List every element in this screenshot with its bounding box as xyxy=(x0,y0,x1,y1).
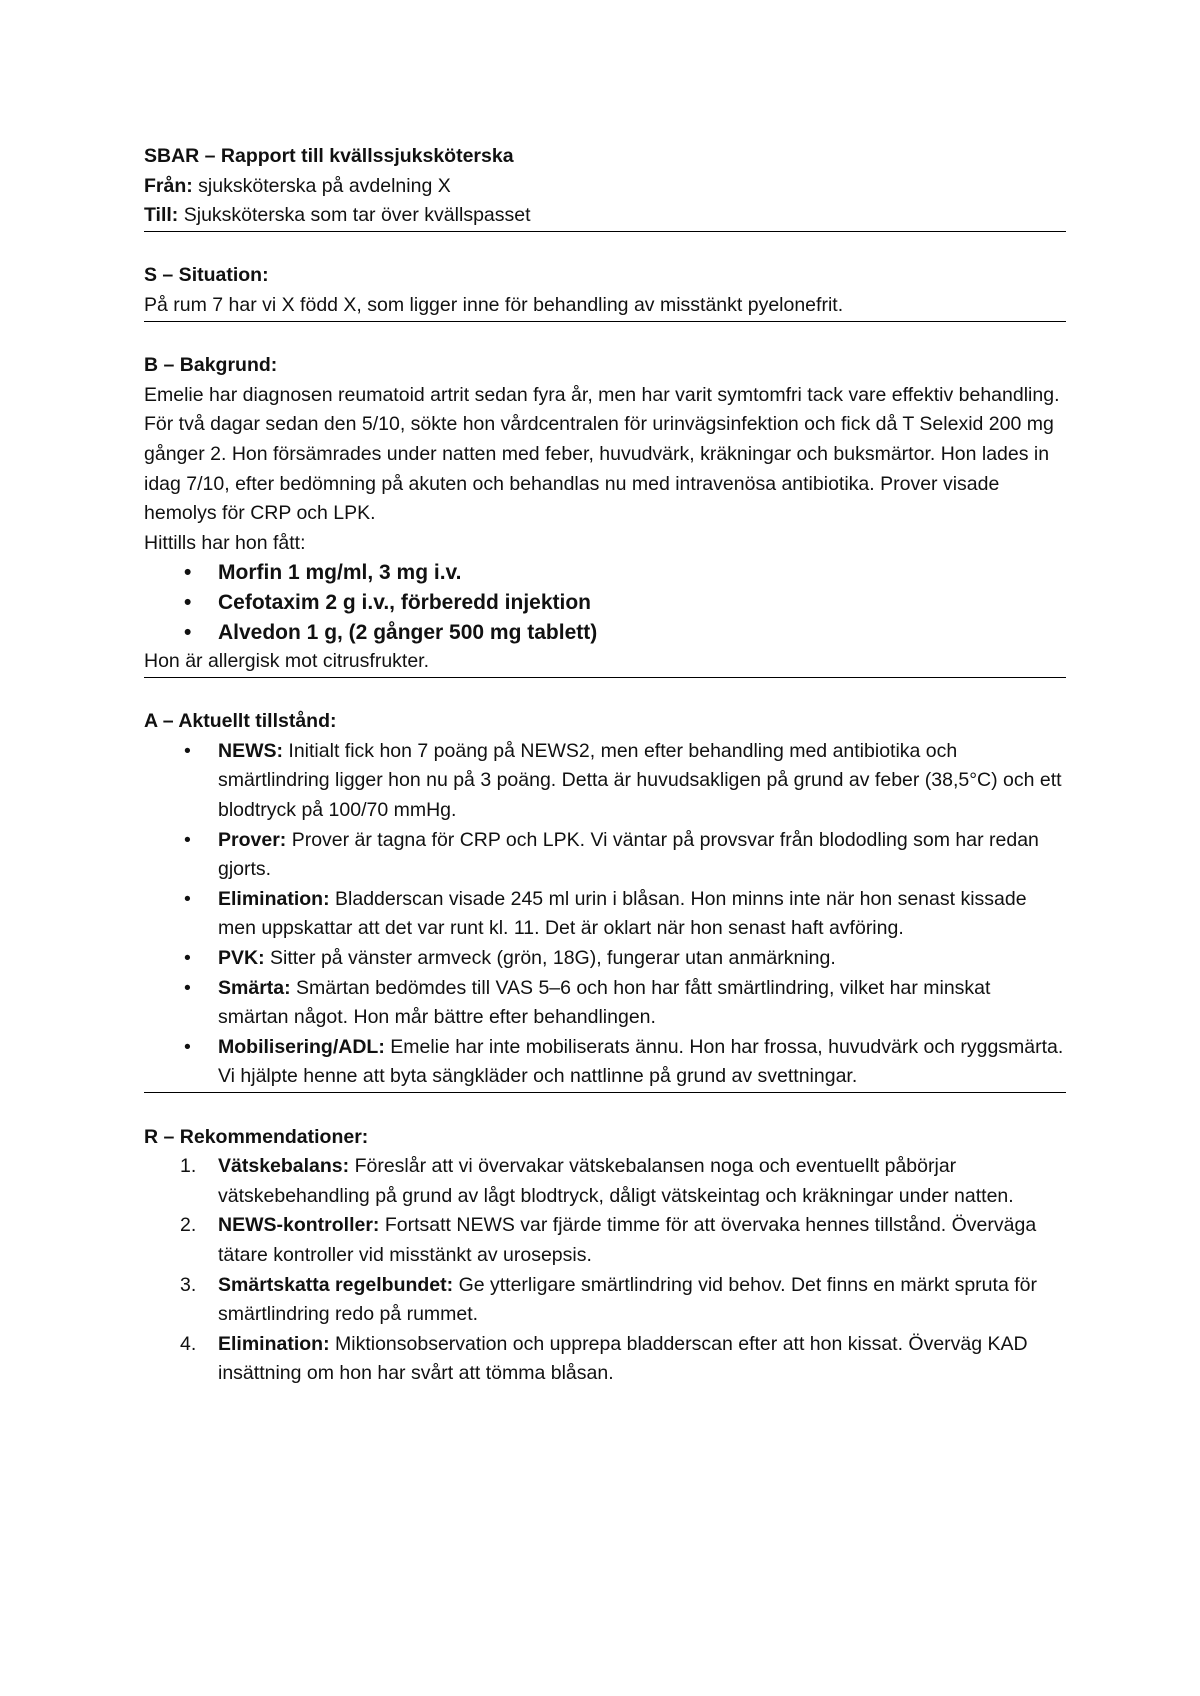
item-label: NEWS: xyxy=(218,739,283,762)
situation-text: På rum 7 har vi X född X, som ligger inne för behandling av misstänkt pyelonefrit. xyxy=(144,293,844,316)
medication-list xyxy=(144,558,1066,647)
assessment-item-elimination xyxy=(144,885,1066,944)
item-number: 2. xyxy=(180,1214,197,1237)
recommendation-section xyxy=(144,1123,1066,1389)
medication-item: • Alvedon 1 g, (2 gånger 500 mg tablett) xyxy=(144,618,1066,648)
recommendation-heading: R – Rekommendationer: xyxy=(144,1125,369,1148)
item-text: Prover är tagna för CRP och LPK. Vi väntar på provsvar från blododling som har redan gjorts. xyxy=(218,828,1039,881)
item-label: Smärta: xyxy=(218,976,291,999)
item-text: Bladderscan visade 245 ml urin i blåsan. Hon minns inte när hon senast kissade men uppskattar att det var runt kl. 11. Det är oklart när hon senast haft avföring. xyxy=(218,887,1027,940)
recommendation-item xyxy=(144,1330,1066,1389)
assessment-item-mobilisering xyxy=(144,1033,1066,1092)
from-line xyxy=(144,172,1066,202)
situation-section xyxy=(144,261,1066,321)
item-text: Föreslår att vi övervakar vätskebalansen noga och eventuellt påbörjar vätskebehandling på grund av lågt blodtryck, dåligt vätskeintag och kräkningar under natten. xyxy=(218,1155,1014,1207)
item-text: Miktionsobservation och upprepa bladderscan efter att hon kissat. Överväg KAD insättning om hon har svårt att tömma blåsan. xyxy=(218,1332,1028,1385)
spacer xyxy=(144,232,1066,262)
assessment-heading: A – Aktuellt tillstånd: xyxy=(144,710,337,733)
medication-item: • Morfin 1 mg/ml, 3 mg i.v. xyxy=(144,558,1066,588)
background-text: Emelie har diagnosen reumatoid artrit sedan fyra år, men har varit symtomfri tack vare effektiv behandling. För två dagar sedan den 5/10, sökte hon vårdcentralen för urinvägsinfektion och fick då T Selexid 200 mg gånger 2. Hon försämrades under natten med feber, huvudvärk, kräkningar och buksmärtor. Hon lades in idag 7/10, efter bedömning på akuten och behandlas nu med intravenösa antibiotika. Prover visade hemolys för CRP och LPK. xyxy=(144,383,1060,525)
item-text: Initialt fick hon 7 poäng på NEWS2, men efter behandling med antibiotika och smärtlindring ligger hon nu på 3 poäng. Detta är huvudsakligen på grund av feber (38,5°C) och ett blodtryck på 100/70 mmHg. xyxy=(218,739,1062,822)
recommendation-item xyxy=(144,1152,1066,1211)
item-text: Ge ytterligare smärtlindring vid behov. Det finns en märkt spruta för smärtlindring redo på rummet. xyxy=(218,1273,1037,1326)
item-label: NEWS-kontroller: xyxy=(218,1214,380,1237)
item-text: Sitter på vänster armveck (grön, 18G), fungerar utan anmärkning. xyxy=(264,947,836,970)
recommendation-list xyxy=(144,1152,1066,1389)
to-value: Sjuksköterska som tar över kvällspasset xyxy=(178,204,531,227)
background-section xyxy=(144,351,1066,678)
assessment-section xyxy=(144,707,1066,1093)
assessment-item-pvk xyxy=(144,944,1066,974)
item-label: Smärtskatta regelbundet: xyxy=(218,1273,454,1296)
item-label: PVK: xyxy=(218,947,265,970)
situation-heading: S – Situation: xyxy=(144,264,269,287)
spacer xyxy=(144,322,1066,352)
item-text: Fortsatt NEWS var fjärde timme för att övervaka hennes tillstånd. Överväga tätare kontroller vid misstänkt av urosepsis. xyxy=(218,1214,1037,1266)
item-label: Prover: xyxy=(218,828,287,851)
item-number: 3. xyxy=(180,1273,197,1296)
spacer xyxy=(144,678,1066,708)
item-text: Emelie har inte mobiliserats ännu. Hon har frossa, huvudvärk och ryggsmärta. Vi hjälpte henne att byta sängkläder och nattlinne på grund av svettningar. xyxy=(218,1035,1064,1088)
item-text: Smärtan bedömdes till VAS 5–6 och hon har fått smärtlindring, vilket har minskat smärtan något. Hon mår bättre efter behandlingen. xyxy=(218,976,991,1029)
from-label: Från: xyxy=(144,174,193,197)
item-label: Vätskebalans: xyxy=(218,1155,350,1178)
item-label: Elimination: xyxy=(218,887,330,910)
spacer xyxy=(144,1093,1066,1123)
sbar-document xyxy=(144,142,1066,1389)
assessment-item-smarta xyxy=(144,974,1066,1033)
to-label: Till: xyxy=(144,204,179,227)
assessment-item-news xyxy=(144,737,1066,826)
allergy-text: Hon är allergisk mot citrusfrukter. xyxy=(144,650,430,673)
recommendation-item xyxy=(144,1271,1066,1330)
assessment-item-prover xyxy=(144,826,1066,885)
item-label: Mobilisering/ADL: xyxy=(218,1035,385,1058)
document-title: SBAR – Rapport till kvällssjuksköterska xyxy=(144,145,514,167)
to-line xyxy=(144,201,1066,231)
medication-item: • Cefotaxim 2 g i.v., förberedd injektion xyxy=(144,588,1066,618)
item-label: Elimination: xyxy=(218,1332,330,1355)
recommendation-item xyxy=(144,1211,1066,1270)
medications-intro: Hittills har hon fått: xyxy=(144,531,306,554)
background-heading: B – Bakgrund: xyxy=(144,354,278,377)
item-number: 1. xyxy=(180,1155,197,1178)
assessment-list xyxy=(144,737,1066,1092)
item-number: 4. xyxy=(180,1332,197,1355)
header-block xyxy=(144,142,1066,232)
from-value: sjuksköterska på avdelning X xyxy=(192,174,451,197)
